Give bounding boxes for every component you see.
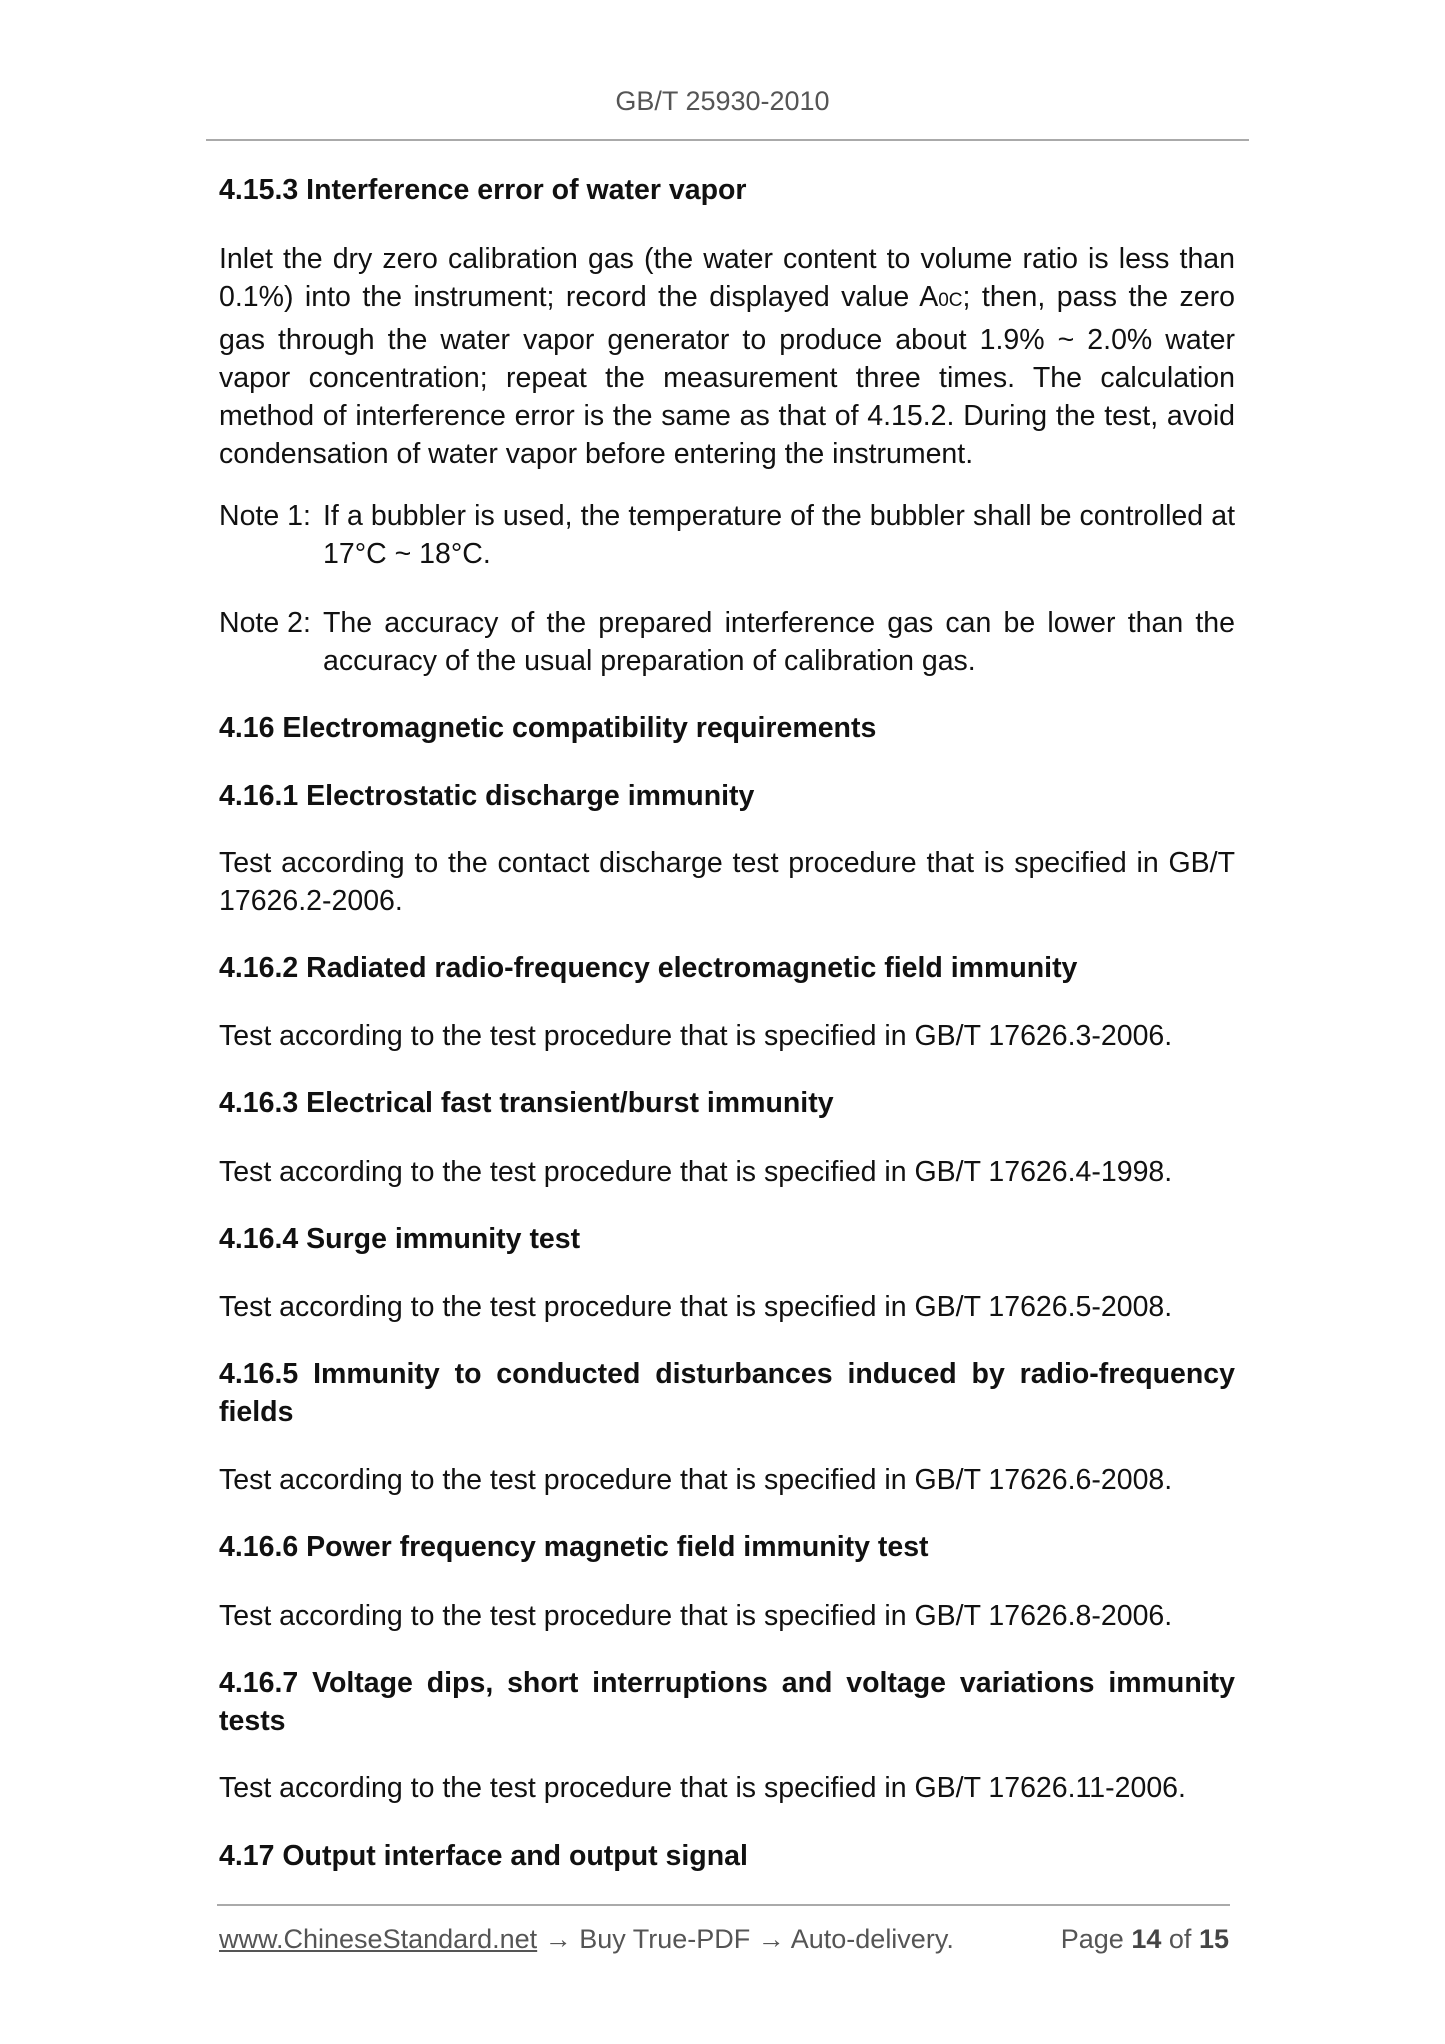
heading-4-16-4: 4.16.4 Surge immunity test xyxy=(219,1223,581,1255)
heading-4-16-3: 4.16.3 Electrical fast transient/burst immunity xyxy=(219,1087,834,1119)
text-4-16-7: Test according to the test procedure that is specified in GB/T 17626.11-2006. xyxy=(219,1772,1186,1804)
para-text: Inlet the dry zero calibration gas (the water content to volume ratio is less than 0.1%) into the instrument; record the displayed value A xyxy=(219,243,1235,314)
document-id-header: GB/T 25930-2010 xyxy=(615,86,830,116)
website-link[interactable]: www.ChineseStandard.net xyxy=(219,1924,538,1954)
note-1 xyxy=(219,497,1235,574)
footer-divider xyxy=(217,1904,1230,1906)
heading-4-16-7: 4.16.7 Voltage dips, short interruptions and voltage variations immunity tests xyxy=(219,1667,1235,1738)
text-4-16-4: Test according to the test procedure that is specified in GB/T 17626.5-2008. xyxy=(219,1291,1173,1323)
heading-4-16-5: 4.16.5 Immunity to conducted disturbances induced by radio-frequency fields xyxy=(219,1358,1235,1429)
total-pages: 15 xyxy=(1198,1924,1229,1954)
note-2 xyxy=(219,604,1235,681)
text-4-16-5: Test according to the test procedure that is specified in GB/T 17626.6-2008. xyxy=(219,1464,1173,1496)
footer-promo-text: → Buy True-PDF → Auto-delivery. xyxy=(537,1924,954,1954)
para-text: ; then, pass the zero gas through the water vapor generator to produce about 1.9% ~ 2.0% water vapor concentration; repeat the measurement three times. The calculation method of interference error is the same as that of 4.15.2. During the test, avoid condensation of water vapor before entering the instrument. xyxy=(219,281,1235,471)
current-page: 14 xyxy=(1131,1924,1162,1954)
header-divider xyxy=(206,139,1249,141)
heading-4-16-1: 4.16.1 Electrostatic discharge immunity xyxy=(219,780,755,812)
paragraph-water-vapor xyxy=(219,240,1235,474)
text-4-16-2: Test according to the test procedure that is specified in GB/T 17626.3-2006. xyxy=(219,1020,1173,1052)
note-label: Note 2: xyxy=(219,607,311,639)
text-4-16-1: Test according to the contact discharge test procedure that is specified in GB/T 17626.2-2006. xyxy=(219,847,1235,918)
of-word: of xyxy=(1168,1924,1192,1954)
page-word: Page xyxy=(1060,1924,1124,1954)
subscript: 0C xyxy=(938,290,963,312)
page-number xyxy=(1061,1924,1229,1955)
heading-4-15-3: 4.15.3 Interference error of water vapor xyxy=(219,174,747,206)
note-text: If a bubbler is used, the temperature of the bubbler shall be controlled at 17°C ~ 18°C. xyxy=(323,500,1235,571)
footer-promo xyxy=(219,1924,954,1955)
page-footer xyxy=(219,1924,1229,1955)
heading-4-17: 4.17 Output interface and output signal xyxy=(219,1840,748,1872)
text-4-16-3: Test according to the test procedure that is specified in GB/T 17626.4-1998. xyxy=(219,1156,1173,1188)
heading-4-16-2: 4.16.2 Radiated radio-frequency electromagnetic field immunity xyxy=(219,952,1078,984)
note-text: The accuracy of the prepared interference gas can be lower than the accuracy of the usual preparation of calibration gas. xyxy=(323,607,1235,678)
note-label: Note 1: xyxy=(219,500,311,532)
heading-4-16: 4.16 Electromagnetic compatibility requirements xyxy=(219,712,877,744)
heading-4-16-6: 4.16.6 Power frequency magnetic field immunity test xyxy=(219,1531,929,1563)
text-4-16-6: Test according to the test procedure that is specified in GB/T 17626.8-2006. xyxy=(219,1600,1173,1632)
